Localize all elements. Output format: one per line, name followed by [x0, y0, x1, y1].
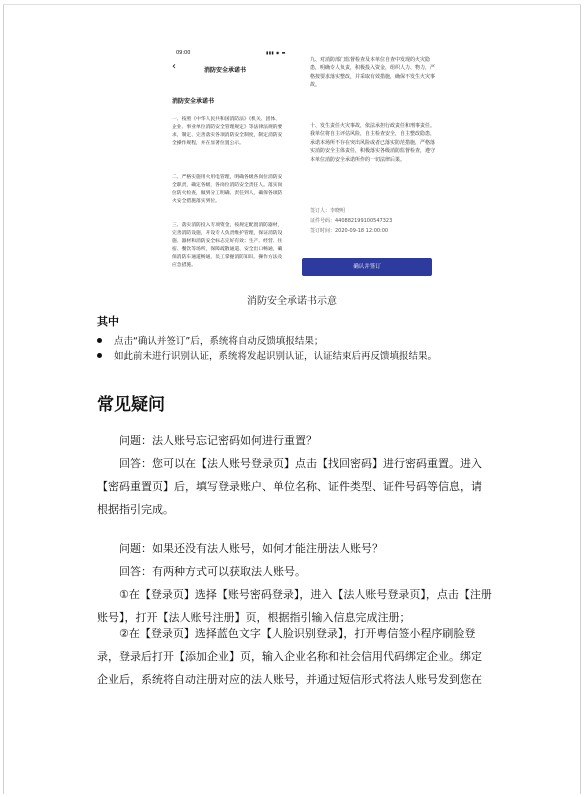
- commitment-clause-2: 二、严格实施用火用电管理，明确各级各岗位消防安全职责，确定各级、各岗位消防安全责任人。落实岗位防火检查，做到分工明确、责任到人，确保各项防火安全措施落实到位。: [172, 175, 283, 204]
- phone-screen-right: [302, 38, 442, 282]
- bullet-text: 点击“确认并签订”后，系统将自动反馈填报结果；: [114, 336, 324, 347]
- nav-title: 消防安全承诺书: [204, 67, 247, 74]
- sign-time: 签订时间：2020-09-18 12:00:00: [310, 228, 389, 234]
- faq-heading: 常见疑问: [97, 395, 165, 415]
- answer-2-option-1: ①在【登录页】选择【账号密码登录】，进入【法人账号登录页】，点击【注册账号】，打开【法人账号注册】页，根据指引输入信息完成注册；: [97, 588, 492, 624]
- commitment-clause-3: 三、落实消防投入专项资金，按规定配置消防器材，完善消防设施，开设专人负责维护管理，保证消防设施、器材和消防安全标志完好有效；生产、经营、住宿、餐饮等场所，保障疏散通道、安全出口畅通，确保消防车通道畅通，员工掌握消防知识、操作方法及应急措施。: [172, 223, 283, 268]
- bullet-item: [97, 348, 437, 362]
- bullet-dot-icon: [97, 338, 102, 343]
- bullet-dot-icon: [97, 353, 102, 358]
- confirm-and-sign-button[interactable]: 确认并签订: [302, 258, 432, 276]
- signer-info: [310, 206, 392, 236]
- commitment-clause-9: 九、对消防部门监督检查及本单位自查中发现的火灾隐患，明确专人负责，积极投入资金，组织人力、物力，严格按要求落实整改，并采取有效措施，确保不发生火灾事故。: [310, 57, 436, 89]
- question-2: 问题：如果还没有法人账号，如何才能注册法人账号？: [119, 542, 383, 555]
- bullet-text: 如此前未进行识别认证，系统将发起识别认证，认证结束后再反馈填报结果。: [114, 351, 438, 362]
- status-time: 09:00: [176, 50, 191, 56]
- status-icons: ▮▮▮ ◉ ▬: [266, 50, 286, 55]
- phone-screen-left: [160, 38, 290, 278]
- bullet-item: [97, 333, 323, 347]
- answer-2-option-2: ②在【登录页】选择蓝色文字【人脸识别登录】，打开粤信签小程序刷脸登录，登录后打开【添加企业】页，输入企业名称和社会信用代码绑定企业。绑定企业后，系统将自动注册对应的法人账号，并通过短信形式将法人账号发到您在: [97, 627, 482, 686]
- document-title: 消防安全承诺书: [172, 98, 215, 105]
- answer-1: 回答：您可以在【法人账号登录页】点击【找回密码】进行密码重置。进入【密码重置页】后，填写登录账户、单位名称、证件类型、证件号码等信息，请根据指引完成。: [97, 457, 482, 516]
- figure-caption: 消防安全承诺书示意: [247, 296, 337, 307]
- signer-name: 签订人：李晓明: [310, 208, 346, 214]
- commitment-clause-1: 一、按照《中华人民共和国消防法》《机关、团体、企业、事业单位消防安全管理规定》等法律法规的要求，制定、完善落实各项消防安全制度，制定消防安全操作规程，并在显著位置公示。: [172, 117, 283, 146]
- signer-cert-number: 证件号码：440882199100547323: [310, 218, 393, 224]
- answer-2: 回答：有两种方式可以获取法人账号。: [119, 565, 306, 578]
- back-arrow-icon[interactable]: ‹: [172, 61, 176, 72]
- screenshot-figure: [160, 38, 442, 282]
- commitment-clause-10: 十、发生责任火灾事故，依法承担行政责任和刑事责任。我单位将自主评估风险，自主检查安全，自主整改隐患，承诺本场所不存在突出风险或者已落实防范措施，严格落实消防安全主体责任，积极落实各级消防监督检查，遵守本单位消防安全承诺所作的一切法律后果。: [310, 123, 436, 163]
- question-1: 问题：法人账号忘记密码如何进行重置？: [119, 434, 317, 447]
- section-label: 其中: [97, 315, 119, 328]
